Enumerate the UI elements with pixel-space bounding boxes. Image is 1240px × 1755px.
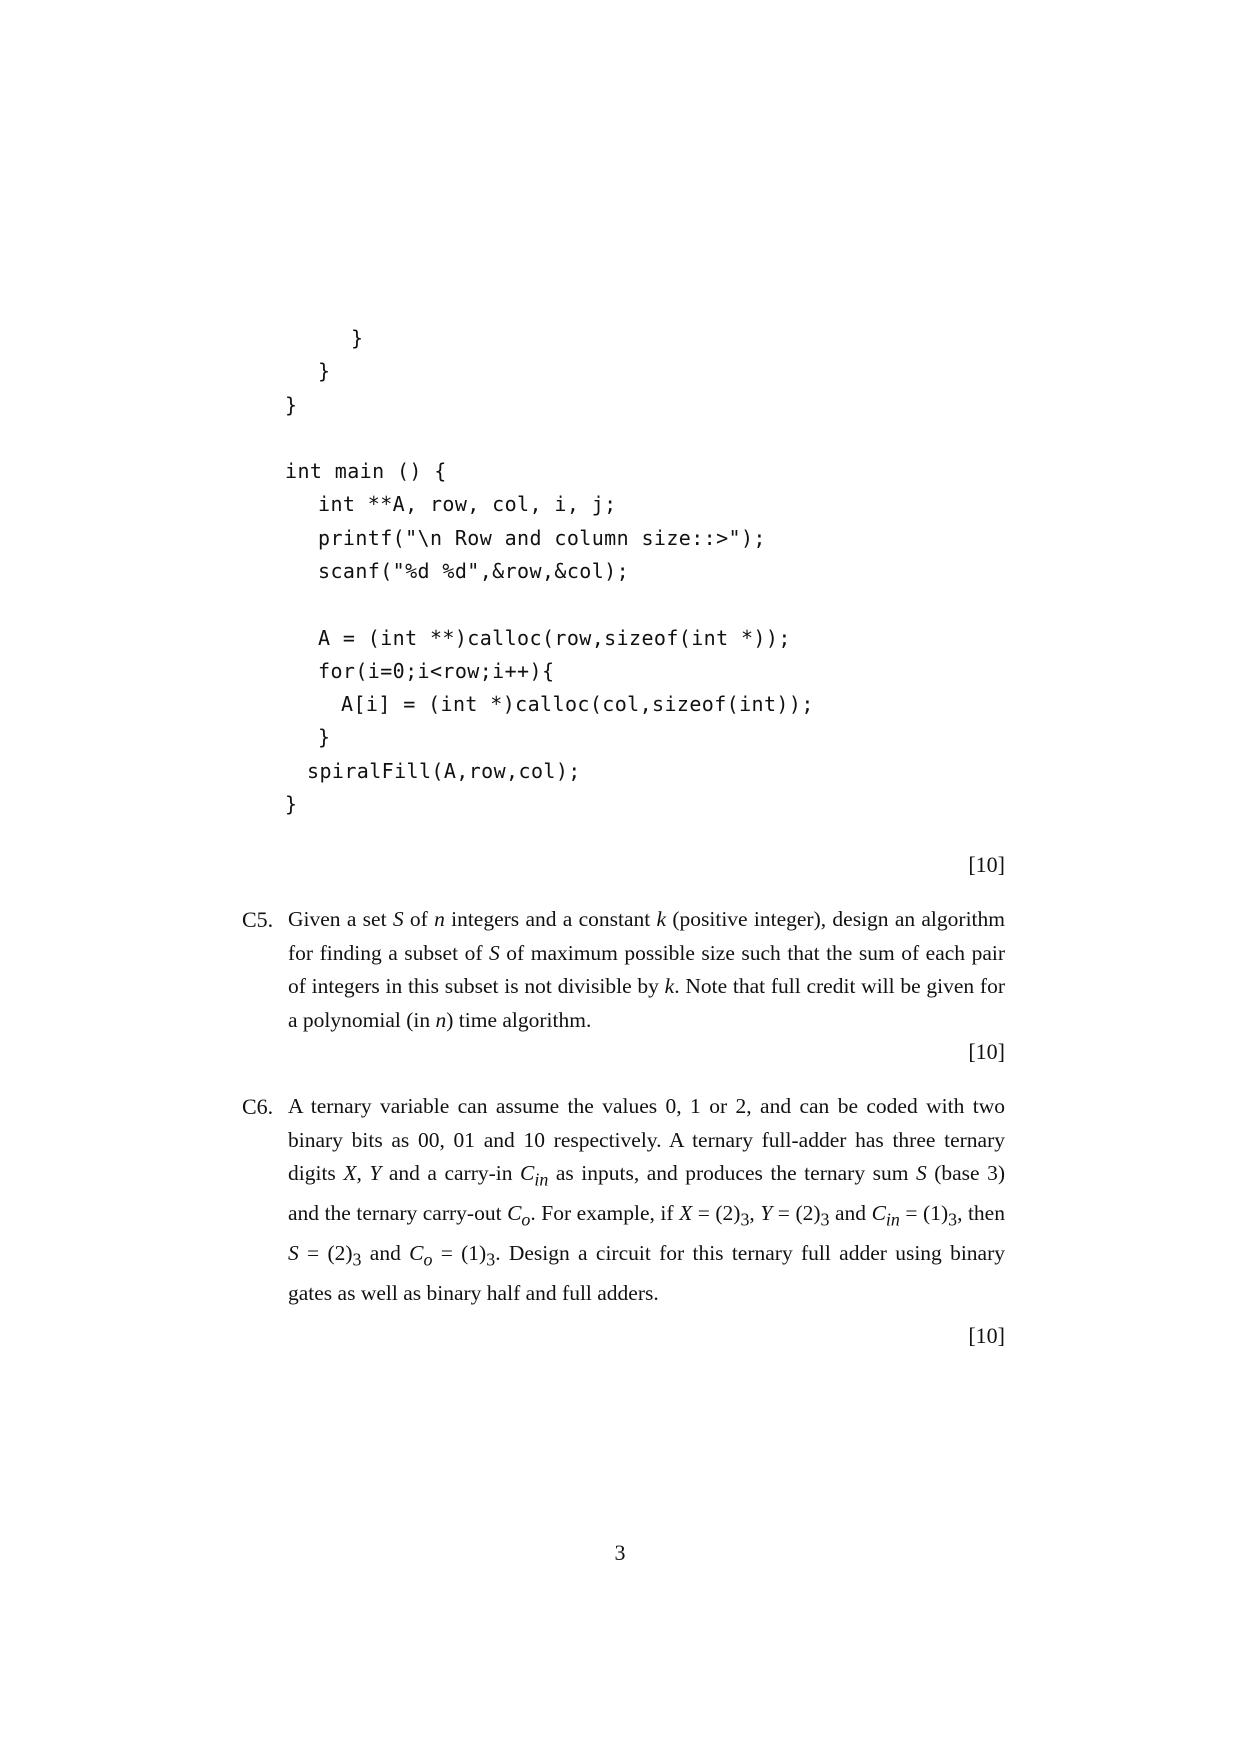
code-line: int main () { [285,459,447,483]
question-text-c5: Given a set S of n integers and a constant k (positive integer), design an algorithm for finding a subset of S of maximum possible size such that the sum of each pair of integers in this subset is not divisible by k. Note that full credit will be given for a polynomial (in n) time algorithm. [288,907,1006,1032]
question-marks: [10] [968,852,1005,877]
page-number: 3 [614,1540,626,1565]
code-line: int **A, row, col, i, j; [318,492,617,516]
question-marks: [10] [968,1039,1005,1064]
question-number-c6: C6. [242,1094,274,1119]
code-line: for(i=0;i<row;i++){ [318,659,555,683]
code-line: scanf("%d %d",&row,&col); [318,559,630,583]
question-number-c5: C5. [242,907,274,932]
question-marks: [10] [968,1323,1005,1348]
question-text-c6: A ternary variable can assume the values 0, 1 or 2, and can be coded with two binary bits as 00, 01 and 10 respectively. A ternary full-adder has three ternary digits X, Y and a carry-in $C_{in}$ as inputs, and produces the ternary sum S (base 3) and the ternary carry-out $C_o$. For example, if $X = (2)_3$, $Y = (2)_3$ and $C_{in} = (1)_3$, then $S = (2)_3$ and $C_o = (1)_3$. Design a circuit for this ternary full adder using binary gates as well as binary half and full adders. [288,1094,1006,1305]
code-line: printf("\n Row and column size::>"); [318,526,766,550]
code-line: } [318,359,331,383]
code-line: A[i] = (int *)calloc(col,sizeof(int)); [341,692,814,716]
code-line: } [351,326,364,350]
code-line: } [285,792,298,816]
code-line: } [318,725,331,749]
code-line: spiralFill(A,row,col); [307,759,581,783]
code-line: A = (int **)calloc(row,sizeof(int *)); [318,626,791,650]
code-line: } [285,393,298,417]
